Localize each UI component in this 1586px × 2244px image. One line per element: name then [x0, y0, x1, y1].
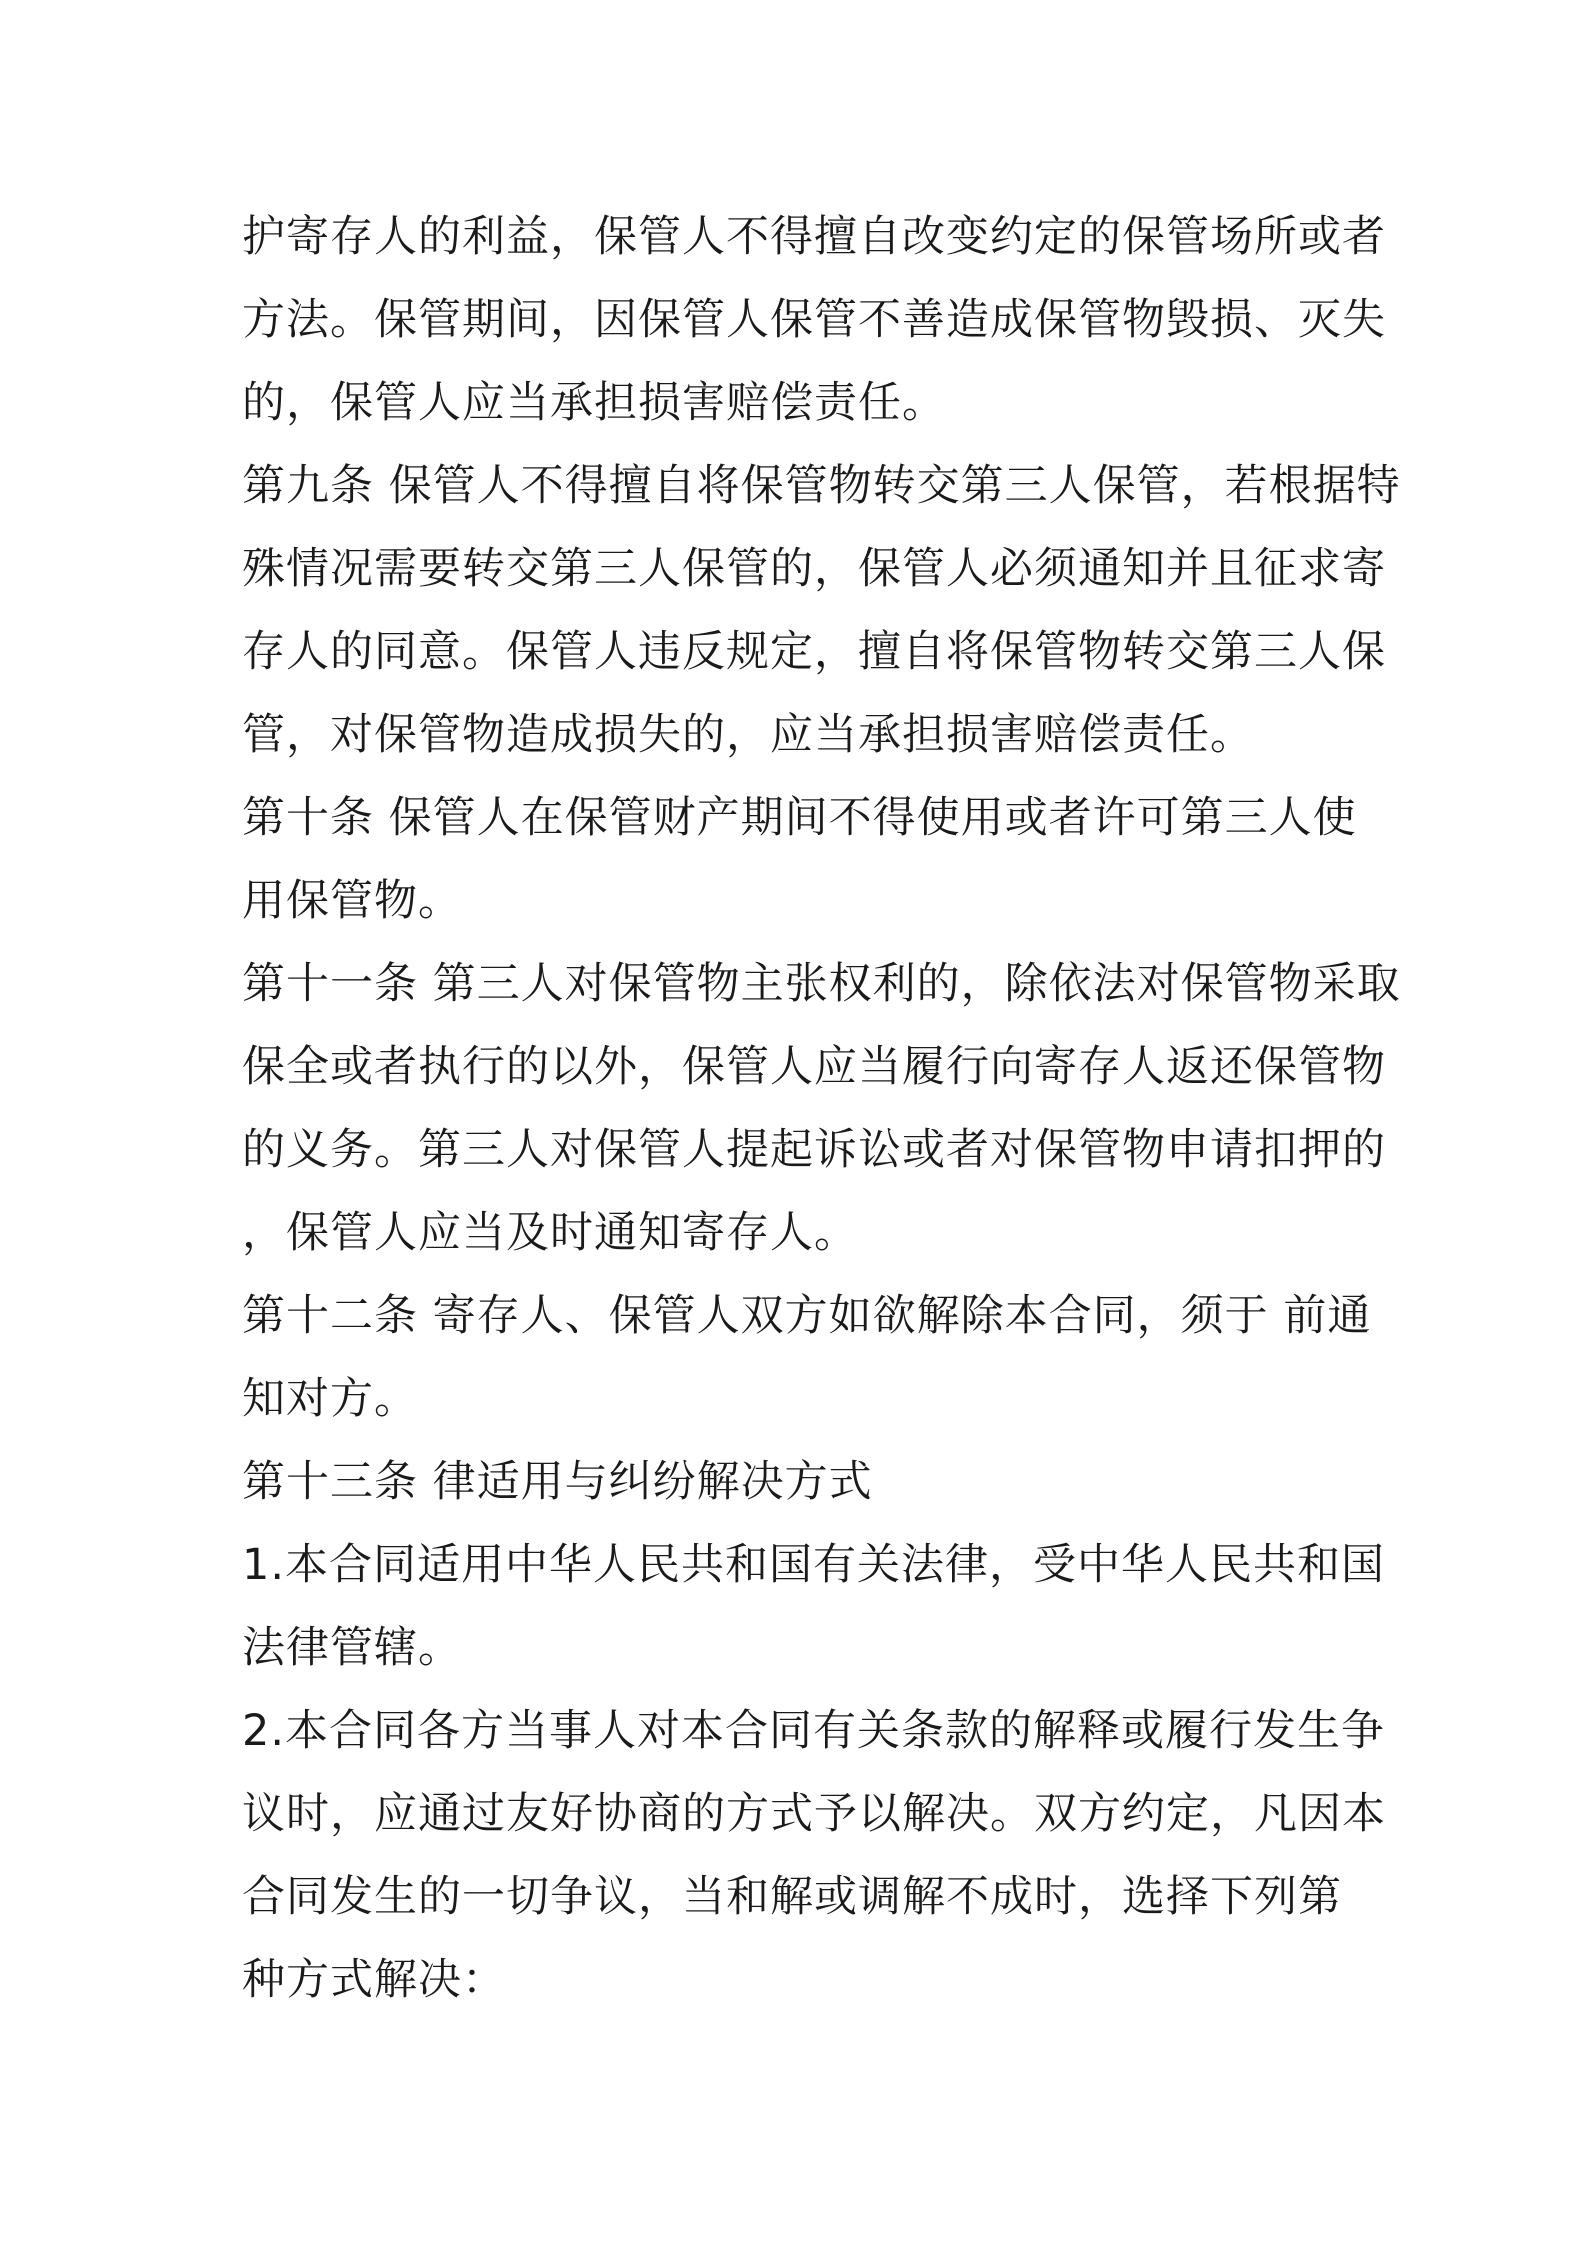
- text-line: 法律管辖。: [242, 1623, 462, 1673]
- article-9-line: 第九条 保管人不得擅自将保管物转交第三人保管，若根据特: [242, 461, 1401, 511]
- text-line: 方法。保管期间，因保管人保管不善造成保管物毁损、灭失: [242, 295, 1386, 345]
- text-line: 存人的同意。保管人违反规定，擅自将保管物转交第三人保: [242, 627, 1386, 677]
- text-line: 管，对保管物造成损失的，应当承担损害赔偿责任。: [242, 710, 1254, 760]
- text-line: ，保管人应当及时通知寄存人。: [242, 1208, 858, 1258]
- text-line: 议时，应通过友好协商的方式予以解决。双方约定，凡因本: [242, 1789, 1386, 1839]
- text-line: 合同发生的一切争议，当和解或调解不成时，选择下列第: [242, 1872, 1342, 1922]
- text-line: 用保管物。: [242, 876, 462, 926]
- text-line: 护寄存人的利益，保管人不得擅自改变约定的保管场所或者: [242, 212, 1386, 262]
- document-body: [242, 196, 1401, 2022]
- clause-2-line: 2.本合同各方当事人对本合同有关条款的解释或履行发生争: [242, 1706, 1386, 1756]
- text-line: 殊情况需要转交第三人保管的，保管人必须通知并且征求寄: [242, 544, 1386, 594]
- article-13-heading: 第十三条 律适用与纠纷解决方式: [242, 1457, 873, 1507]
- article-10-line: 第十条 保管人在保管财产期间不得使用或者许可第三人使: [242, 793, 1357, 843]
- clause-1-line: 1.本合同适用中华人民共和国有关法律，受中华人民共和国: [242, 1540, 1386, 1590]
- text-line: 保全或者执行的以外，保管人应当履行向寄存人返还保管物: [242, 1042, 1386, 1092]
- text-line: 种方式解决：: [242, 1955, 506, 2005]
- text-line: 的义务。第三人对保管人提起诉讼或者对保管物申请扣押的: [242, 1125, 1386, 1175]
- article-12-line: 第十二条 寄存人、保管人双方如欲解除本合同，须于 前通: [242, 1291, 1372, 1341]
- text-line: 知对方。: [242, 1374, 418, 1424]
- text-line: 的，保管人应当承担损害赔偿责任。: [242, 378, 946, 428]
- article-11-line: 第十一条 第三人对保管物主张权利的，除依法对保管物采取: [242, 959, 1401, 1009]
